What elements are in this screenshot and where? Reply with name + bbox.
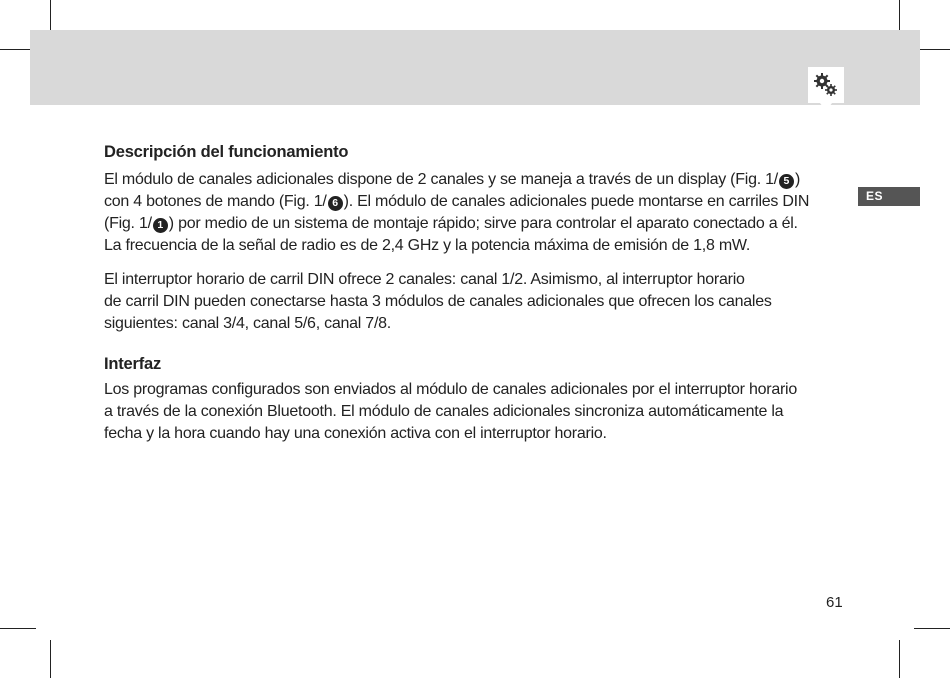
crop-mark-bottom-left-horizontal [0,628,36,629]
text-line: ) por medio de un sistema de montaje rápido; sirve para controlar el aparato conectado a él. [168,215,798,232]
text-line: siguientes: canal 3/4, canal 5/6, canal 7/8. [104,315,391,332]
text-line: Los programas configurados son enviados al módulo de canales adicionales por el interruptor horario [104,381,798,398]
text-line: a través de la conexión Bluetooth. El módulo de canales adicionales sincroniza automáticamente la [104,403,784,420]
main-content [104,141,849,445]
header-band [30,30,920,105]
figure-reference-badge: 6 [328,196,343,211]
section-icon-tab [808,67,844,103]
paragraph-channels [104,269,849,335]
text-line: (Fig. 1/ [104,215,152,232]
paragraph-interface [104,379,849,445]
text-line: de carril DIN pueden conectarse hasta 3 módulos de canales adicionales que ofrecen los canales [104,293,772,310]
language-tab: ES [858,187,920,206]
text-line: con 4 botones de mando (Fig. 1/ [104,193,327,210]
text-line: ). El módulo de canales adicionales puede montarse en carriles DIN [343,193,810,210]
figure-reference-badge: 1 [153,218,168,233]
section-title-function-description: Descripción del funcionamiento [104,143,349,161]
crop-mark-bottom-right-vertical [899,640,900,678]
paragraph-function-description [104,169,849,257]
crop-mark-bottom-right-horizontal [914,628,950,629]
text-line: ) [794,171,801,188]
text-line: fecha y la hora cuando hay una conexión activa con el interruptor horario. [104,425,607,442]
text-line: El módulo de canales adicionales dispone de 2 canales y se maneja a través de un display (Fig. 1/ [104,171,778,188]
figure-reference-badge: 5 [779,174,794,189]
text-line: La frecuencia de la señal de radio es de 2,4 GHz y la potencia máxima de emisión de 1,8 mW. [104,237,751,254]
text-line: El interruptor horario de carril DIN ofrece 2 canales: canal 1/2. Asimismo, al interruptor horario [104,271,745,288]
page-number: 61 [826,594,843,611]
section-title-interface: Interfaz [104,355,162,373]
crop-mark-bottom-left-vertical [50,640,51,678]
gears-icon [813,72,839,98]
